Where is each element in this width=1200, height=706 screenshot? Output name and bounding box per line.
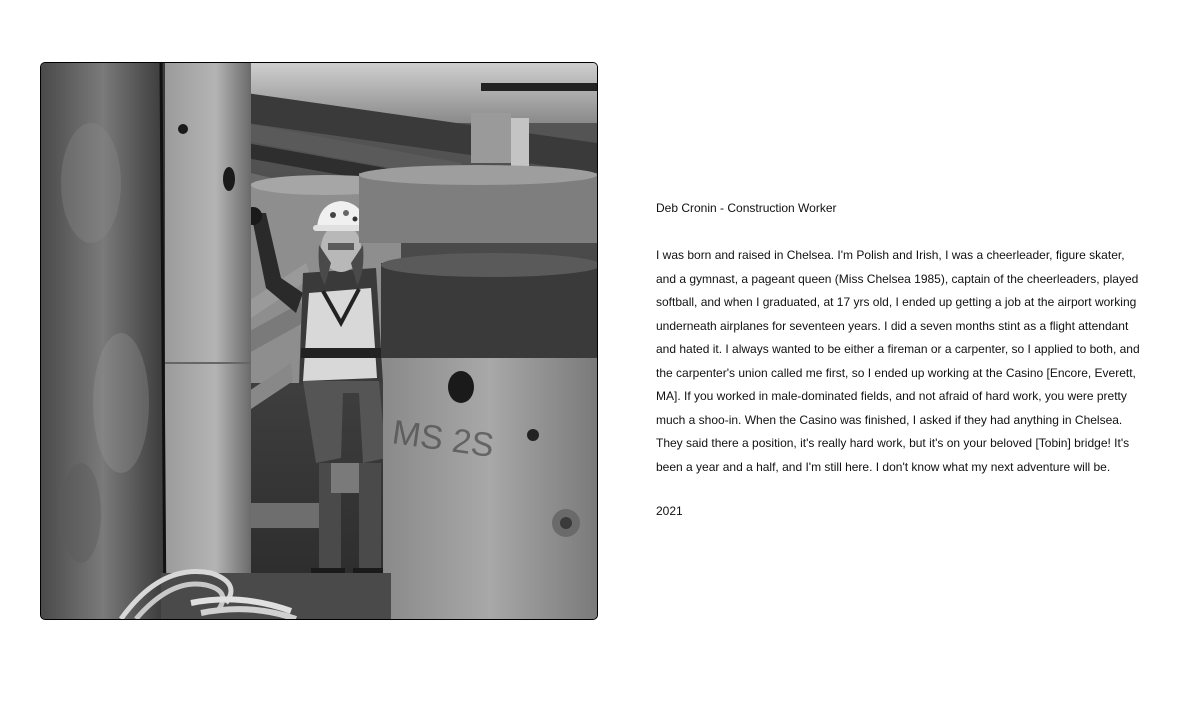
caption-year: 2021 — [656, 504, 683, 518]
middle-concrete-pillar — [163, 63, 251, 573]
caption-panel — [656, 198, 1146, 521]
photo-illustration — [41, 63, 597, 619]
caption-body: I was born and raised in Chelsea. I'm Polish and Irish, I was a cheerleader, figure skater, and a gymnast, a pageant queen (Miss Chelsea 1985), captain of the cheerleaders, played softball, and when I graduated, at 17 yrs old, I ended up getting a job at the airport working underneath airplanes for seventeen years. I did a seven months stint as a flight attendant and hated it. I always wanted to be either a fireman or a carpenter, so I applied to both, and the carpenter's union called me first, so I ended up working at the Casino [Encore, Everett, MA]. If you worked in male-dominated fields, and not afraid of hard work, you were pretty much a shoo-in. When the Casino was finished, I asked if they had anything in Chelsea. They said there a position, it's really hard work, but it's on your beloved [Tobin] bridge! It's been a year and a half, and I'm still here. I don't know what my next adventure will be. — [656, 248, 1140, 474]
right-concrete-cylinders — [359, 165, 597, 619]
portrait-photo — [41, 63, 597, 619]
ground-debris — [121, 571, 391, 619]
graffiti-text: MS 2S — [389, 413, 497, 466]
caption-title: Deb Cronin - Construction Worker — [656, 201, 837, 215]
left-concrete-pillar — [41, 63, 165, 619]
